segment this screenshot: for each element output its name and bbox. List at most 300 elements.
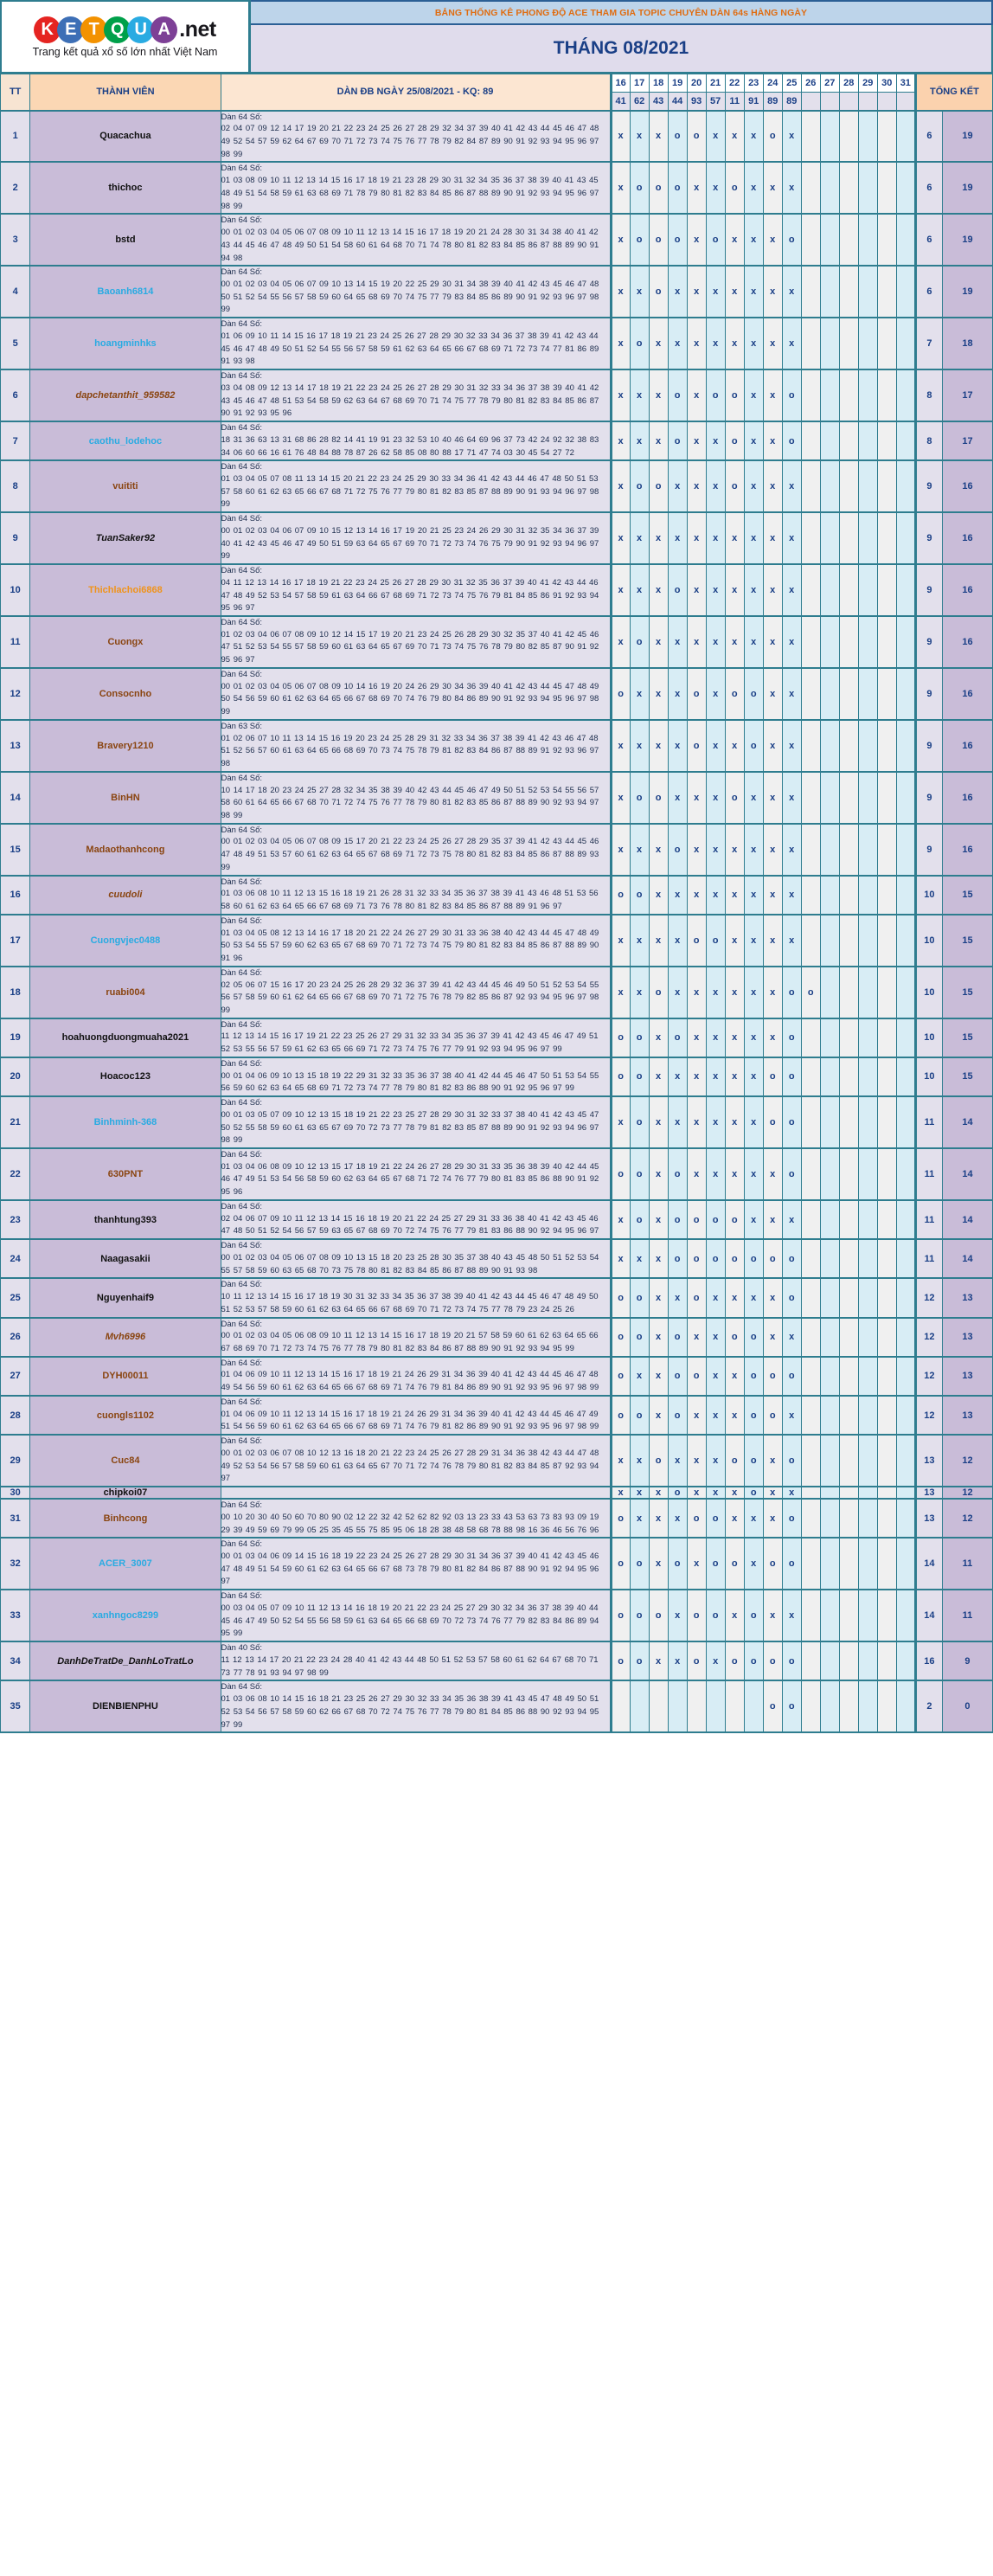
total-miss: 10 [915, 967, 942, 1018]
day-mark-23: x [744, 915, 763, 967]
day-mark-16: o [611, 1018, 630, 1057]
row-index: 23 [1, 1200, 30, 1239]
day-mark-27 [820, 1487, 839, 1499]
member-name[interactable]: ACER_3007 [30, 1538, 221, 1590]
member-name[interactable]: Mvh6996 [30, 1318, 221, 1357]
dan-label: Dàn 64 Số: [221, 1019, 263, 1030]
day-mark-21: x [706, 421, 725, 460]
total-miss: 10 [915, 1057, 942, 1096]
day-mark-28 [839, 1018, 858, 1057]
dan-numbers-cell [221, 1018, 611, 1057]
day-mark-28 [839, 1538, 858, 1590]
dan-label: Dàn 64 Số: [221, 915, 263, 926]
day-mark-16: x [611, 318, 630, 369]
day-mark-23: o [744, 1435, 763, 1487]
day-mark-24: x [763, 668, 782, 720]
kq-value-23: 91 [744, 93, 763, 111]
day-mark-31 [896, 1538, 915, 1590]
day-mark-30 [877, 720, 896, 772]
total-hit: 16 [942, 512, 992, 564]
day-mark-30 [877, 318, 896, 369]
member-name[interactable]: 630PNT [30, 1148, 221, 1200]
day-mark-25: x [782, 111, 801, 163]
total-hit: 0 [942, 1680, 992, 1732]
day-mark-21: x [706, 1435, 725, 1487]
day-mark-20: x [687, 1018, 706, 1057]
day-mark-26 [801, 915, 820, 967]
day-mark-18: o [649, 460, 668, 512]
row-index: 10 [1, 564, 30, 616]
day-mark-29 [858, 1487, 877, 1499]
day-mark-24: x [763, 1148, 782, 1200]
table-row [1, 1057, 993, 1096]
dan-numbers-cell [221, 460, 611, 512]
day-mark-19: x [668, 1096, 687, 1148]
day-mark-16: o [611, 668, 630, 720]
day-mark-17: x [630, 1487, 649, 1499]
day-mark-23: x [744, 460, 763, 512]
total-miss: 9 [915, 824, 942, 876]
day-mark-22: x [725, 876, 744, 915]
col-header-day-17: 17 [630, 74, 649, 93]
day-mark-29 [858, 1499, 877, 1538]
day-mark-29 [858, 1096, 877, 1148]
day-mark-22: o [725, 1435, 744, 1487]
day-mark-20: x [687, 824, 706, 876]
day-mark-29 [858, 1200, 877, 1239]
day-mark-16: x [611, 1435, 630, 1487]
dan-numbers-cell [221, 421, 611, 460]
kq-value-19: 44 [668, 93, 687, 111]
row-index: 25 [1, 1278, 30, 1317]
day-mark-25: x [782, 1396, 801, 1435]
day-mark-26 [801, 318, 820, 369]
day-mark-16: x [611, 616, 630, 668]
day-mark-25: x [782, 1590, 801, 1641]
day-mark-28 [839, 1057, 858, 1096]
row-index: 27 [1, 1357, 30, 1396]
total-hit: 14 [942, 1148, 992, 1200]
day-mark-22 [725, 1680, 744, 1732]
row-index: 9 [1, 512, 30, 564]
col-header-day-27: 27 [820, 74, 839, 93]
day-mark-16: x [611, 1096, 630, 1148]
dan-numbers-cell [221, 1357, 611, 1396]
row-index: 26 [1, 1318, 30, 1357]
day-mark-30 [877, 915, 896, 967]
member-name[interactable]: thanhtung393 [30, 1200, 221, 1239]
dan-numbers-cell [221, 1239, 611, 1278]
day-mark-18: x [649, 1641, 668, 1680]
day-mark-19: o [668, 369, 687, 421]
day-mark-16: o [611, 876, 630, 915]
day-mark-19: x [668, 616, 687, 668]
day-mark-25: o [782, 1499, 801, 1538]
member-name[interactable]: Nguyenhaif9 [30, 1278, 221, 1317]
dan-number-list: 00 01 02 03 04 05 06 07 08 09 10 14 16 19 20 24 26 29 30 34 36 39 40 41 42 43 44 45 47 48 49 50 54 56 59 60 61 62 63 64 65 66 67 68 69 70 74 76 79 80 84 86 89 90 91 92 93 94 95 96 97 98 99 [221, 681, 599, 717]
dan-numbers-cell [221, 318, 611, 369]
day-mark-25: x [782, 720, 801, 772]
day-mark-21: o [706, 369, 725, 421]
day-mark-30 [877, 1357, 896, 1396]
member-name[interactable]: Baoanh6814 [30, 266, 221, 318]
day-mark-21: x [706, 318, 725, 369]
member-name[interactable]: BinHN [30, 772, 221, 824]
col-header-day-30: 30 [877, 74, 896, 93]
day-mark-20: o [687, 1590, 706, 1641]
day-mark-17: o [630, 876, 649, 915]
total-miss: 9 [915, 512, 942, 564]
day-mark-28 [839, 772, 858, 824]
day-mark-22: x [725, 915, 744, 967]
row-index: 13 [1, 720, 30, 772]
day-mark-17: x [630, 720, 649, 772]
day-mark-24: x [763, 1200, 782, 1239]
day-mark-21: x [706, 1357, 725, 1396]
member-name[interactable]: TuanSaker92 [30, 512, 221, 564]
day-mark-23: x [744, 111, 763, 163]
day-mark-17: o [630, 1148, 649, 1200]
day-mark-23: x [744, 214, 763, 266]
day-mark-19: o [668, 1239, 687, 1278]
day-mark-30 [877, 1318, 896, 1357]
day-mark-26 [801, 214, 820, 266]
dan-label: Dàn 64 Số: [221, 1682, 263, 1693]
day-mark-31 [896, 915, 915, 967]
day-mark-30 [877, 421, 896, 460]
day-mark-26 [801, 162, 820, 214]
row-index: 20 [1, 1057, 30, 1096]
day-mark-23: x [744, 1057, 763, 1096]
dan-label: Dàn 40 Số: [221, 1643, 263, 1654]
dan-label: Dàn 64 Số: [221, 1500, 263, 1511]
day-mark-28 [839, 318, 858, 369]
day-mark-19: x [668, 668, 687, 720]
day-mark-24: o [763, 1096, 782, 1148]
dan-numbers-cell [221, 1435, 611, 1487]
day-mark-17: x [630, 668, 649, 720]
member-name[interactable]: cuudoli [30, 876, 221, 915]
day-mark-25: x [782, 915, 801, 967]
row-index: 3 [1, 214, 30, 266]
total-miss: 9 [915, 668, 942, 720]
day-mark-31 [896, 1278, 915, 1317]
kq-value-29 [858, 93, 877, 111]
day-mark-29 [858, 668, 877, 720]
member-name[interactable]: hoahuongduongmuaha2021 [30, 1018, 221, 1057]
day-mark-25: x [782, 266, 801, 318]
day-mark-18: x [649, 1487, 668, 1499]
day-mark-23: x [744, 1148, 763, 1200]
dan-number-list: 01 03 06 08 10 14 15 16 18 21 23 25 26 27 29 30 32 33 34 35 36 38 39 41 43 45 47 48 49 50 51 52 53 54 56 57 58 59 60 62 66 67 68 70 72 74 75 76 77 78 79 80 81 84 85 86 88 90 92 93 94 95 97 99 [221, 1694, 599, 1730]
day-mark-17: x [630, 1239, 649, 1278]
member-name[interactable]: DanhDeTratDe_DanhLoTratLo [30, 1641, 221, 1680]
day-mark-22: o [725, 772, 744, 824]
day-mark-24: x [763, 1018, 782, 1057]
day-mark-22: o [725, 1538, 744, 1590]
day-mark-18: x [649, 824, 668, 876]
dan-number-list: 00 01 04 06 09 10 13 15 18 19 22 29 31 32 33 35 36 37 38 40 41 42 44 45 46 47 50 51 53 54 55 56 59 60 62 63 64 65 68 69 71 72 73 74 77 78 79 80 81 82 83 86 88 90 91 92 95 96 97 99 [221, 1070, 599, 1094]
day-mark-23: x [744, 1200, 763, 1239]
day-mark-27 [820, 1499, 839, 1538]
day-mark-28 [839, 512, 858, 564]
member-name[interactable]: Cuongvjec0488 [30, 915, 221, 967]
col-header-day-19: 19 [668, 74, 687, 93]
member-name[interactable]: vuititi [30, 460, 221, 512]
day-mark-18: x [649, 1538, 668, 1590]
day-mark-17: x [630, 915, 649, 967]
dan-number-list: 00 01 02 03 04 05 06 07 08 09 15 17 20 21 22 23 24 25 26 27 28 29 35 37 39 41 42 43 44 45 46 47 48 49 51 53 57 60 61 62 63 64 65 67 68 69 71 72 73 75 78 80 81 82 83 84 85 86 87 88 89 93 99 [221, 837, 599, 872]
row-index: 8 [1, 460, 30, 512]
day-mark-29 [858, 1357, 877, 1396]
day-mark-31 [896, 318, 915, 369]
row-index: 16 [1, 876, 30, 915]
table-row [1, 668, 993, 720]
logo-letter-q: Q [104, 16, 131, 43]
member-name[interactable]: thichoc [30, 162, 221, 214]
member-name[interactable]: dapchetanthit_959582 [30, 369, 221, 421]
member-name[interactable]: Cuongx [30, 616, 221, 668]
day-mark-26 [801, 668, 820, 720]
day-mark-16: x [611, 214, 630, 266]
member-name[interactable]: Thichlachoi6868 [30, 564, 221, 616]
table-row [1, 1538, 993, 1590]
dan-label: Dàn 64 Số: [221, 1149, 263, 1160]
col-header-day-28: 28 [839, 74, 858, 93]
kq-value-31 [896, 93, 915, 111]
member-name[interactable]: cuongls1102 [30, 1396, 221, 1435]
member-name[interactable]: Madaothanhcong [30, 824, 221, 876]
day-mark-19: o [668, 564, 687, 616]
day-mark-31 [896, 967, 915, 1018]
day-mark-27 [820, 876, 839, 915]
day-mark-29 [858, 512, 877, 564]
kq-value-25: 89 [782, 93, 801, 111]
dan-label: Dàn 64 Số: [221, 1280, 263, 1290]
day-mark-16: x [611, 772, 630, 824]
day-mark-19: x [668, 1057, 687, 1096]
day-mark-26 [801, 1487, 820, 1499]
member-name[interactable]: xanhngoc8299 [30, 1590, 221, 1641]
day-mark-18: x [649, 1239, 668, 1278]
row-index: 5 [1, 318, 30, 369]
day-mark-20: x [687, 512, 706, 564]
row-index: 34 [1, 1641, 30, 1680]
day-mark-29 [858, 421, 877, 460]
day-mark-27 [820, 915, 839, 967]
day-mark-16: o [611, 1318, 630, 1357]
day-mark-17: x [630, 369, 649, 421]
day-mark-27 [820, 162, 839, 214]
member-name[interactable]: DYH00011 [30, 1357, 221, 1396]
total-hit: 18 [942, 318, 992, 369]
day-mark-25: x [782, 876, 801, 915]
day-mark-25: x [782, 1200, 801, 1239]
day-mark-24: x [763, 824, 782, 876]
day-mark-19: o [668, 1357, 687, 1396]
day-mark-19: x [668, 318, 687, 369]
member-name[interactable]: DIENBIENPHU [30, 1680, 221, 1732]
day-mark-21: x [706, 266, 725, 318]
day-mark-22: x [725, 720, 744, 772]
row-index: 4 [1, 266, 30, 318]
table-row [1, 1590, 993, 1641]
day-mark-23: o [744, 1318, 763, 1357]
banner-title: BẢNG THỐNG KÊ PHONG ĐỘ ACE THAM GIA TOPIC CHUYÊN DÀN 64s HÀNG NGÀY [251, 0, 993, 25]
member-name[interactable]: Binhminh-368 [30, 1096, 221, 1148]
day-mark-18: x [649, 915, 668, 967]
dan-numbers-cell [221, 369, 611, 421]
row-index: 1 [1, 111, 30, 163]
dan-numbers-cell [221, 720, 611, 772]
table-row [1, 1357, 993, 1396]
day-mark-31 [896, 111, 915, 163]
day-mark-27 [820, 1680, 839, 1732]
day-mark-26 [801, 1318, 820, 1357]
day-mark-26 [801, 1499, 820, 1538]
member-name[interactable]: Bravery1210 [30, 720, 221, 772]
table-row [1, 1239, 993, 1278]
day-mark-26 [801, 1278, 820, 1317]
day-mark-24: o [763, 1057, 782, 1096]
day-mark-22: x [725, 1148, 744, 1200]
day-mark-25: o [782, 214, 801, 266]
day-mark-27 [820, 111, 839, 163]
day-mark-16: o [611, 1057, 630, 1096]
member-name[interactable]: Quacachua [30, 111, 221, 163]
total-miss: 8 [915, 369, 942, 421]
member-name[interactable]: bstd [30, 214, 221, 266]
dan-number-list: 00 01 02 03 04 05 06 07 08 09 10 13 15 18 20 23 25 28 30 35 37 38 40 43 45 48 50 51 52 53 54 55 57 58 59 60 63 65 68 70 73 75 78 80 81 82 83 84 85 86 87 88 89 90 91 93 98 [221, 1252, 599, 1275]
member-name[interactable]: Consocnho [30, 668, 221, 720]
member-name[interactable]: Hoacoc123 [30, 1057, 221, 1096]
day-mark-21: x [706, 512, 725, 564]
day-mark-30 [877, 369, 896, 421]
day-mark-29 [858, 1057, 877, 1096]
table-row [1, 1018, 993, 1057]
kq-value-21: 57 [706, 93, 725, 111]
day-mark-18: x [649, 1057, 668, 1096]
day-mark-21: x [706, 1641, 725, 1680]
day-mark-20: x [687, 772, 706, 824]
dan-label: Dàn 64 Số: [221, 1397, 263, 1407]
dan-number-list: 10 14 17 18 20 23 24 25 27 28 32 34 35 38 39 40 42 43 44 45 46 47 49 50 51 52 53 54 55 56 57 58 60 61 64 65 66 67 68 70 71 72 74 75 76 77 78 79 80 81 82 83 85 86 87 88 89 90 92 93 94 97 98 99 [221, 785, 599, 820]
day-mark-26 [801, 1396, 820, 1435]
day-mark-20: x [687, 318, 706, 369]
day-mark-31 [896, 214, 915, 266]
day-mark-17: x [630, 1435, 649, 1487]
member-name[interactable]: caothu_lodehoc [30, 421, 221, 460]
dan-label: Dàn 64 Số: [221, 877, 263, 887]
banner-column [251, 0, 993, 74]
day-mark-21: o [706, 1200, 725, 1239]
day-mark-28 [839, 1278, 858, 1317]
table-row [1, 967, 993, 1018]
dan-number-list: 11 12 13 14 15 16 17 19 21 22 23 25 26 27 29 31 32 33 34 35 36 37 39 41 42 43 45 46 47 49 51 52 53 55 56 57 59 61 62 63 65 66 69 71 72 73 74 75 76 77 79 91 92 93 94 95 96 97 99 [221, 1031, 599, 1055]
day-mark-18: x [649, 564, 668, 616]
day-mark-24: x [763, 214, 782, 266]
day-mark-30 [877, 967, 896, 1018]
dan-number-list: 01 03 04 06 08 09 10 12 13 15 17 18 19 21 22 24 26 27 28 29 30 31 33 35 36 38 39 40 42 44 45 46 47 49 51 53 54 56 58 59 60 62 63 64 65 67 68 71 72 74 76 77 79 80 81 83 85 86 88 90 91 92 95 96 [221, 1161, 599, 1198]
member-name[interactable]: Cuc84 [30, 1435, 221, 1487]
day-mark-17: x [630, 564, 649, 616]
day-mark-16: o [611, 1641, 630, 1680]
day-mark-20: x [687, 616, 706, 668]
day-mark-19: x [668, 1499, 687, 1538]
day-mark-25: o [782, 1018, 801, 1057]
member-name[interactable]: Binhcong [30, 1499, 221, 1538]
day-mark-31 [896, 1057, 915, 1096]
dan-numbers-cell [221, 1487, 611, 1499]
total-hit: 16 [942, 668, 992, 720]
day-mark-22: x [725, 1096, 744, 1148]
member-name[interactable]: chipkoi07 [30, 1487, 221, 1499]
day-mark-18: x [649, 1357, 668, 1396]
dan-label: Dàn 64 Số: [221, 1241, 263, 1251]
day-mark-22: o [725, 1200, 744, 1239]
day-mark-28 [839, 460, 858, 512]
day-mark-20: o [687, 720, 706, 772]
day-mark-17: o [630, 616, 649, 668]
col-header-day-20: 20 [687, 74, 706, 93]
table-row [1, 512, 993, 564]
col-header-day-16: 16 [611, 74, 630, 93]
day-mark-23: x [744, 369, 763, 421]
member-name[interactable]: hoangminhks [30, 318, 221, 369]
total-hit: 14 [942, 1239, 992, 1278]
day-mark-19: x [668, 266, 687, 318]
day-mark-26 [801, 369, 820, 421]
day-mark-24: x [763, 772, 782, 824]
member-name[interactable]: Naagasakii [30, 1239, 221, 1278]
day-mark-28 [839, 876, 858, 915]
day-mark-21: x [706, 1318, 725, 1357]
row-index: 11 [1, 616, 30, 668]
day-mark-20: x [687, 1487, 706, 1499]
day-mark-28 [839, 1499, 858, 1538]
day-mark-20 [687, 1680, 706, 1732]
total-miss: 11 [915, 1148, 942, 1200]
day-mark-21: x [706, 111, 725, 163]
day-mark-25: o [782, 1057, 801, 1096]
day-mark-20: x [687, 1318, 706, 1357]
day-mark-24: o [763, 1357, 782, 1396]
total-hit: 9 [942, 1641, 992, 1680]
day-mark-28 [839, 266, 858, 318]
member-name[interactable]: ruabi004 [30, 967, 221, 1018]
row-index: 30 [1, 1487, 30, 1499]
total-hit: 19 [942, 162, 992, 214]
day-mark-26 [801, 1680, 820, 1732]
day-mark-24: x [763, 1278, 782, 1317]
col-header-day-26: 26 [801, 74, 820, 93]
day-mark-26 [801, 772, 820, 824]
total-hit: 15 [942, 1057, 992, 1096]
day-mark-27 [820, 1396, 839, 1435]
dan-number-list: 01 03 06 08 10 11 12 13 15 16 18 19 21 26 28 31 32 33 34 35 36 37 38 39 41 43 46 48 51 53 56 58 60 61 62 63 64 65 66 67 68 69 71 73 76 78 80 81 82 83 84 85 86 87 88 89 91 96 97 [221, 889, 599, 912]
day-mark-25: o [782, 369, 801, 421]
logo-letter-t: T [80, 16, 107, 43]
day-mark-27 [820, 421, 839, 460]
table-row [1, 318, 993, 369]
table-row [1, 1148, 993, 1200]
day-mark-24: o [763, 1680, 782, 1732]
day-mark-23: x [744, 162, 763, 214]
day-mark-23: o [744, 668, 763, 720]
day-mark-23: o [744, 720, 763, 772]
dan-numbers-cell [221, 824, 611, 876]
dan-number-list: 01 04 06 09 10 11 12 13 14 15 16 17 18 19 21 24 26 29 31 34 36 39 40 41 42 43 44 45 46 47 48 49 54 56 59 60 61 62 63 64 65 66 67 68 69 71 74 76 79 81 84 86 89 90 91 92 93 95 96 97 98 99 [221, 1370, 599, 1393]
